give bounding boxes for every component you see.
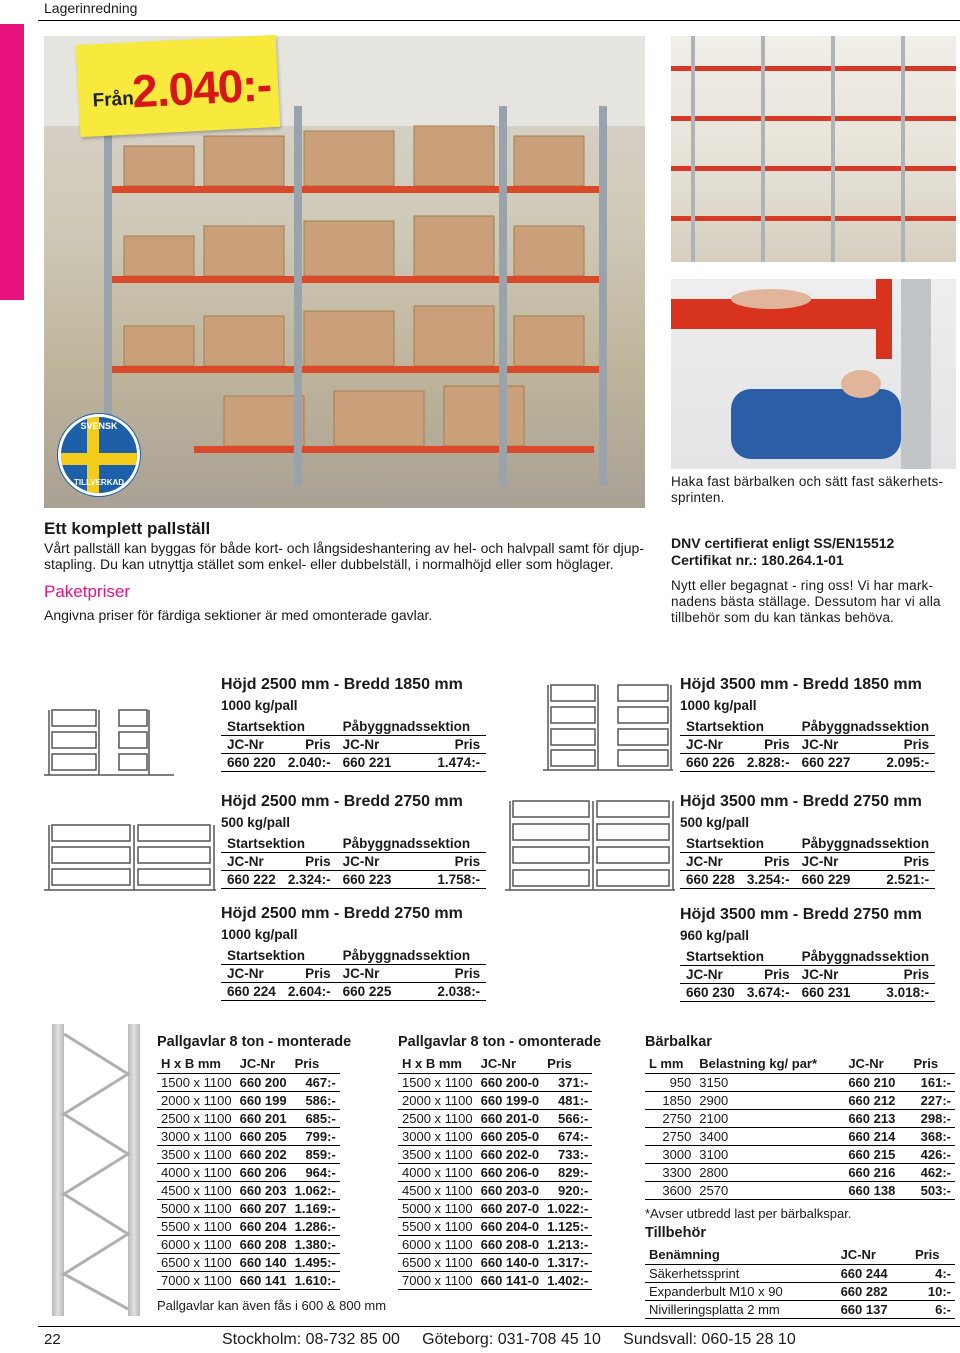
- start-label: Startsektion: [680, 719, 796, 736]
- col-name: Benämning: [645, 1245, 837, 1265]
- table-cell: 660 202-0: [477, 1146, 544, 1164]
- intro-text: Vårt pallställ kan byggas för både kort- och långsideshantering av hel- och halvpall samt för djup- stapling. Du kan utnyttja stället som enkel- eller dubbelställ, i normalhöjd eller som höglager.: [44, 540, 644, 572]
- start-label: Startsektion: [680, 949, 796, 966]
- start-nr: 660 220: [221, 754, 282, 772]
- intro-section: [44, 519, 654, 623]
- table-cell: 7000 x 1100: [157, 1272, 236, 1290]
- product-title: Höjd 3500 mm - Bredd 1850 mm: [680, 676, 922, 693]
- table-cell: 368:-: [910, 1128, 955, 1146]
- table-cell: 3100: [695, 1146, 844, 1164]
- start-price: 3.254:-: [741, 871, 796, 889]
- col-jc: JC-Nr: [844, 1054, 909, 1074]
- table-cell: 1.286:-: [291, 1218, 340, 1236]
- col-jc: JC-Nr: [337, 965, 398, 983]
- table-cell: 6000 x 1100: [398, 1236, 477, 1254]
- add-label: Påbyggnadssektion: [796, 949, 936, 966]
- packages-title: Paketpriser: [44, 582, 130, 601]
- add-nr: 660 221: [337, 754, 398, 772]
- product-load: 500 kg/pall: [221, 815, 291, 830]
- table-cell: 2750: [645, 1110, 695, 1128]
- gavlar-unmounted-section: [398, 1034, 601, 1290]
- table-cell: 733:-: [543, 1146, 592, 1164]
- col-jc: JC-Nr: [236, 1054, 291, 1074]
- col-jc: JC-Nr: [477, 1054, 544, 1074]
- start-label: Startsektion: [680, 836, 796, 853]
- start-label: Startsektion: [221, 836, 337, 853]
- table-row: [398, 1218, 592, 1236]
- table-cell: 5500 x 1100: [398, 1218, 477, 1236]
- table-cell: 660 207: [236, 1200, 291, 1218]
- product-price-table: [221, 948, 486, 1001]
- add-nr: 660 231: [796, 984, 857, 1002]
- col-price: Pris: [282, 853, 337, 871]
- table-cell: 481:-: [543, 1092, 592, 1110]
- table-cell: 660 202: [236, 1146, 291, 1164]
- sticker-prefix: Från: [92, 88, 135, 112]
- table-cell: 3000 x 1100: [157, 1128, 236, 1146]
- rack-icon-3500-2750: [505, 796, 675, 892]
- product-price-table: [680, 719, 935, 772]
- table-row: [157, 1200, 340, 1218]
- product-title: Höjd 2500 mm - Bredd 2750 mm: [221, 793, 463, 810]
- table-cell: 1500 x 1100: [157, 1074, 236, 1092]
- table-cell: 1.062:-: [291, 1182, 340, 1200]
- accessories-title: Tillbehör: [645, 1225, 706, 1241]
- table-cell: 1500 x 1100: [398, 1074, 477, 1092]
- col-size: H x B mm: [157, 1054, 236, 1074]
- add-price: 2.095:-: [856, 754, 935, 772]
- table-cell: 660 244: [837, 1265, 911, 1283]
- table-cell: 2900: [695, 1092, 844, 1110]
- packages-text: Angivna priser för färdiga sektioner är med omonterade gavlar.: [44, 607, 433, 623]
- col-price: Pris: [397, 853, 486, 871]
- add-price: 1.758:-: [397, 871, 486, 889]
- table-cell: 6500 x 1100: [157, 1254, 236, 1272]
- table-cell: 3500 x 1100: [398, 1146, 477, 1164]
- table-row: [645, 1092, 955, 1110]
- col-price: Pris: [856, 966, 935, 984]
- table-cell: 1.317:-: [543, 1254, 592, 1272]
- add-label: Påbyggnadssektion: [796, 836, 936, 853]
- table-cell: 660 215: [844, 1146, 909, 1164]
- table-cell: 660 206: [236, 1164, 291, 1182]
- table-cell: 660 207-0: [477, 1200, 544, 1218]
- gavlar-mounted-table: [157, 1054, 340, 1290]
- table-row: [157, 1236, 340, 1254]
- product-price-table: [680, 836, 935, 889]
- section-color-tab: [0, 24, 24, 300]
- table-cell: 2800: [695, 1164, 844, 1182]
- col-jc: JC-Nr: [221, 853, 282, 871]
- table-cell: 1.169:-: [291, 1200, 340, 1218]
- product-title: Höjd 2500 mm - Bredd 2750 mm: [221, 905, 463, 922]
- start-price: 2.040:-: [282, 754, 337, 772]
- product-block: [680, 676, 935, 772]
- table-cell: 426:-: [910, 1146, 955, 1164]
- table-cell: 660 205: [236, 1128, 291, 1146]
- table-cell: 950: [645, 1074, 695, 1092]
- table-cell: 660 206-0: [477, 1164, 544, 1182]
- badge-top-text: SVENSK: [80, 421, 118, 431]
- col-load: Belastning kg/ par*: [695, 1054, 844, 1074]
- gavlar-mounted-section: [157, 1034, 386, 1313]
- add-nr: 660 227: [796, 754, 857, 772]
- swedish-made-badge: [58, 414, 140, 496]
- contact-numbers: Stockholm: 08-732 85 00 Göteborg: 031-708 45 10 Sundsvall: 060-15 28 10: [222, 1331, 796, 1348]
- cert-line-2: Certifikat nr.: 180.264.1-01: [671, 552, 844, 568]
- col-price: Pris: [910, 1054, 955, 1074]
- rack-aisle-illustration: [671, 36, 956, 262]
- table-cell: 829:-: [543, 1164, 592, 1182]
- table-cell: 1.610:-: [291, 1272, 340, 1290]
- table-cell: 660 213: [844, 1110, 909, 1128]
- table-cell: 6000 x 1100: [157, 1236, 236, 1254]
- cert-line-1: DNV certifierat enligt SS/EN15512: [671, 535, 895, 551]
- start-nr: 660 228: [680, 871, 741, 889]
- table-cell: 660 199: [236, 1092, 291, 1110]
- gavlar-note: Pallgavlar kan även fås i 600 & 800 mm: [157, 1298, 387, 1313]
- table-cell: 503:-: [910, 1182, 955, 1200]
- table-cell: 4500 x 1100: [157, 1182, 236, 1200]
- table-cell: 161:-: [910, 1074, 955, 1092]
- start-nr: 660 226: [680, 754, 741, 772]
- table-cell: Säkerhetssprint: [645, 1265, 837, 1283]
- start-price: 3.674:-: [741, 984, 796, 1002]
- start-price: 2.324:-: [282, 871, 337, 889]
- table-cell: 660 204-0: [477, 1218, 544, 1236]
- table-row: [645, 1265, 955, 1283]
- table-cell: Nivilleringsplatta 2 mm: [645, 1301, 837, 1319]
- col-price: Pris: [741, 736, 796, 754]
- table-cell: 7000 x 1100: [398, 1272, 477, 1290]
- start-nr: 660 230: [680, 984, 741, 1002]
- table-cell: 660 141-0: [477, 1272, 544, 1290]
- accessories-table: [645, 1245, 955, 1319]
- footer-rule: [38, 1326, 960, 1327]
- table-row: [157, 1182, 340, 1200]
- table-row: [645, 1146, 955, 1164]
- table-row: [398, 1182, 592, 1200]
- add-price: 2.038:-: [397, 983, 486, 1001]
- table-row: [398, 1200, 592, 1218]
- table-cell: 1.022:-: [543, 1200, 592, 1218]
- table-row: [398, 1092, 592, 1110]
- badge-bottom-text: TILLVERKAD: [73, 478, 125, 487]
- add-label: Påbyggnadssektion: [337, 836, 487, 853]
- table-cell: 660 282: [837, 1283, 911, 1301]
- add-price: 2.521:-: [856, 871, 935, 889]
- table-cell: 586:-: [291, 1092, 340, 1110]
- start-label: Startsektion: [221, 719, 337, 736]
- table-cell: 227:-: [910, 1092, 955, 1110]
- gavlar-mounted-title: Pallgavlar 8 ton - monterade: [157, 1034, 352, 1050]
- table-row: [398, 1146, 592, 1164]
- price-sticker: [76, 35, 281, 137]
- product-price-table: [221, 719, 486, 772]
- col-jc: JC-Nr: [337, 853, 398, 871]
- col-size: H x B mm: [398, 1054, 477, 1074]
- table-row: [157, 1254, 340, 1272]
- beams-table: [645, 1054, 955, 1200]
- rack-icon-2500-2750: [44, 820, 216, 892]
- beams-title: Bärbalkar: [645, 1034, 712, 1050]
- table-cell: 6500 x 1100: [398, 1254, 477, 1272]
- certification-block: [671, 535, 960, 569]
- table-row: [398, 1254, 592, 1272]
- col-price: Pris: [741, 853, 796, 871]
- table-row: [157, 1074, 340, 1092]
- table-row: [645, 1164, 955, 1182]
- table-cell: 3000 x 1100: [398, 1128, 477, 1146]
- product-load: 500 kg/pall: [680, 815, 750, 830]
- start-label: Startsektion: [221, 948, 337, 965]
- product-title: Höjd 3500 mm - Bredd 2750 mm: [680, 793, 922, 810]
- col-jc: JC-Nr: [837, 1245, 911, 1265]
- table-row: [645, 1074, 955, 1092]
- gavlar-unmounted-title: Pallgavlar 8 ton - omonterade: [398, 1034, 602, 1050]
- product-load: 1000 kg/pall: [221, 698, 298, 713]
- table-cell: 2750: [645, 1128, 695, 1146]
- start-nr: 660 222: [221, 871, 282, 889]
- table-cell: 660 216: [844, 1164, 909, 1182]
- col-price: Pris: [911, 1245, 955, 1265]
- table-cell: 660 200-0: [477, 1074, 544, 1092]
- table-cell: 1850: [645, 1092, 695, 1110]
- table-cell: 10:-: [911, 1283, 955, 1301]
- product-block: [221, 793, 486, 889]
- col-jc: JC-Nr: [221, 736, 282, 754]
- col-price: Pris: [856, 853, 935, 871]
- table-cell: 5000 x 1100: [157, 1200, 236, 1218]
- table-row: [157, 1272, 340, 1290]
- beams-section: [645, 1034, 955, 1319]
- table-cell: 3300: [645, 1164, 695, 1182]
- table-cell: 3500 x 1100: [157, 1146, 236, 1164]
- col-jc: JC-Nr: [337, 736, 398, 754]
- add-price: 1.474:-: [397, 754, 486, 772]
- table-row: [645, 1128, 955, 1146]
- table-cell: 660 212: [844, 1092, 909, 1110]
- product-price-table: [221, 836, 486, 889]
- product-load: 960 kg/pall: [680, 928, 750, 943]
- table-cell: 660 200: [236, 1074, 291, 1092]
- table-cell: 660 199-0: [477, 1092, 544, 1110]
- col-jc: JC-Nr: [796, 853, 857, 871]
- col-length: L mm: [645, 1054, 695, 1074]
- table-cell: 660 137: [837, 1301, 911, 1319]
- col-jc: JC-Nr: [680, 966, 741, 984]
- add-label: Påbyggnadssektion: [796, 719, 936, 736]
- table-cell: 660 138: [844, 1182, 909, 1200]
- add-price: 3.018:-: [856, 984, 935, 1002]
- start-price: 2.604:-: [282, 983, 337, 1001]
- table-cell: 2500 x 1100: [398, 1110, 477, 1128]
- table-cell: 4000 x 1100: [398, 1164, 477, 1182]
- table-cell: 1.402:-: [543, 1272, 592, 1290]
- table-cell: 2100: [695, 1110, 844, 1128]
- table-cell: 660 140-0: [477, 1254, 544, 1272]
- gavlar-unmounted-table: [398, 1054, 592, 1290]
- table-row: [398, 1272, 592, 1290]
- table-cell: 859:-: [291, 1146, 340, 1164]
- table-cell: 5500 x 1100: [157, 1218, 236, 1236]
- sales-text: Nytt eller begagnat - ring oss! Vi har mark- nadens bästa ställage. Dessutom har vi alla tillbehör som du kan tänkas behöva.: [671, 578, 941, 625]
- page-header: [0, 0, 960, 22]
- table-cell: 371:-: [543, 1074, 592, 1092]
- table-cell: 660 204: [236, 1218, 291, 1236]
- page-number: 22: [44, 1331, 61, 1348]
- table-row: [398, 1074, 592, 1092]
- section-label: Lagerinredning: [44, 0, 138, 16]
- table-cell: 3600: [645, 1182, 695, 1200]
- table-row: [645, 1283, 955, 1301]
- table-cell: 660 214: [844, 1128, 909, 1146]
- table-cell: 5000 x 1100: [398, 1200, 477, 1218]
- add-label: Påbyggnadssektion: [337, 719, 487, 736]
- col-price: Pris: [397, 736, 486, 754]
- table-cell: 1.495:-: [291, 1254, 340, 1272]
- intro-title: Ett komplett pallställ: [44, 519, 211, 538]
- table-cell: 1.213:-: [543, 1236, 592, 1254]
- table-row: [398, 1128, 592, 1146]
- rack-aisle-photo: [671, 36, 956, 262]
- pallet-frame-photo: [44, 1024, 148, 1316]
- table-cell: 660 205-0: [477, 1128, 544, 1146]
- table-row: [157, 1164, 340, 1182]
- table-cell: 6:-: [911, 1301, 955, 1319]
- table-cell: 4:-: [911, 1265, 955, 1283]
- table-cell: 4500 x 1100: [398, 1182, 477, 1200]
- table-row: [398, 1236, 592, 1254]
- product-load: 1000 kg/pall: [680, 698, 757, 713]
- start-price: 2.828:-: [741, 754, 796, 772]
- table-cell: 920:-: [543, 1182, 592, 1200]
- table-cell: 1.125:-: [543, 1218, 592, 1236]
- page-footer: [0, 1326, 960, 1353]
- table-row: [157, 1218, 340, 1236]
- table-row: [645, 1301, 955, 1319]
- table-cell: 4000 x 1100: [157, 1164, 236, 1182]
- add-label: Påbyggnadssektion: [337, 948, 487, 965]
- table-row: [398, 1164, 592, 1182]
- table-cell: 298:-: [910, 1110, 955, 1128]
- table-row: [398, 1110, 592, 1128]
- table-cell: 660 210: [844, 1074, 909, 1092]
- table-row: [157, 1146, 340, 1164]
- photo-caption: Haka fast bärbalken och sätt fast säkerhets- sprinten.: [671, 474, 944, 505]
- table-cell: Expanderbult M10 x 90: [645, 1283, 837, 1301]
- col-jc: JC-Nr: [221, 965, 282, 983]
- table-row: [157, 1092, 340, 1110]
- col-jc: JC-Nr: [680, 736, 741, 754]
- product-title: Höjd 2500 mm - Bredd 1850 mm: [221, 676, 463, 693]
- product-block: [221, 905, 486, 1001]
- product-block: [221, 676, 486, 772]
- table-cell: 799:-: [291, 1128, 340, 1146]
- start-nr: 660 224: [221, 983, 282, 1001]
- table-cell: 674:-: [543, 1128, 592, 1146]
- product-block: [680, 906, 935, 1002]
- col-price: Pris: [543, 1054, 592, 1074]
- col-jc: JC-Nr: [680, 853, 741, 871]
- table-cell: 566:-: [543, 1110, 592, 1128]
- col-price: Pris: [397, 965, 486, 983]
- table-row: [645, 1110, 955, 1128]
- table-row: [645, 1182, 955, 1200]
- table-cell: 3000: [645, 1146, 695, 1164]
- add-nr: 660 225: [337, 983, 398, 1001]
- col-price: Pris: [282, 965, 337, 983]
- table-cell: 3400: [695, 1128, 844, 1146]
- product-block: [680, 793, 935, 889]
- add-nr: 660 223: [337, 871, 398, 889]
- col-price: Pris: [741, 966, 796, 984]
- product-load: 1000 kg/pall: [221, 927, 298, 942]
- table-cell: 1.380:-: [291, 1236, 340, 1254]
- table-cell: 660 203: [236, 1182, 291, 1200]
- beams-footnote: *Avser utbredd last per bärbalkspar.: [645, 1206, 852, 1221]
- table-cell: 2000 x 1100: [398, 1092, 477, 1110]
- rack-icon-3500-1850: [543, 680, 673, 772]
- product-title: Höjd 3500 mm - Bredd 2750 mm: [680, 906, 922, 923]
- table-row: [157, 1110, 340, 1128]
- table-cell: 2000 x 1100: [157, 1092, 236, 1110]
- table-cell: 660 201: [236, 1110, 291, 1128]
- sticker-price: 2.040:-: [130, 58, 273, 118]
- col-price: Pris: [856, 736, 935, 754]
- beam-mounting-illustration: [671, 279, 956, 469]
- table-cell: 467:-: [291, 1074, 340, 1092]
- header-rule: [38, 20, 960, 21]
- product-price-table: [680, 949, 935, 1002]
- table-cell: 3150: [695, 1074, 844, 1092]
- table-cell: 660 208-0: [477, 1236, 544, 1254]
- table-row: [157, 1128, 340, 1146]
- rack-icon-2500-1850: [44, 705, 174, 777]
- table-cell: 660 141: [236, 1272, 291, 1290]
- table-cell: 2570: [695, 1182, 844, 1200]
- col-price: Pris: [282, 736, 337, 754]
- col-price: Pris: [291, 1054, 340, 1074]
- table-cell: 685:-: [291, 1110, 340, 1128]
- table-cell: 660 203-0: [477, 1182, 544, 1200]
- col-jc: JC-Nr: [796, 966, 857, 984]
- table-cell: 660 208: [236, 1236, 291, 1254]
- table-cell: 2500 x 1100: [157, 1110, 236, 1128]
- beam-mounting-photo: [671, 279, 956, 469]
- frame-bracing-illustration: [44, 1024, 148, 1316]
- table-cell: 462:-: [910, 1164, 955, 1182]
- flag-cross-horizontal: [61, 453, 137, 465]
- add-nr: 660 229: [796, 871, 857, 889]
- table-cell: 660 201-0: [477, 1110, 544, 1128]
- table-cell: 964:-: [291, 1164, 340, 1182]
- col-jc: JC-Nr: [796, 736, 857, 754]
- table-cell: 660 140: [236, 1254, 291, 1272]
